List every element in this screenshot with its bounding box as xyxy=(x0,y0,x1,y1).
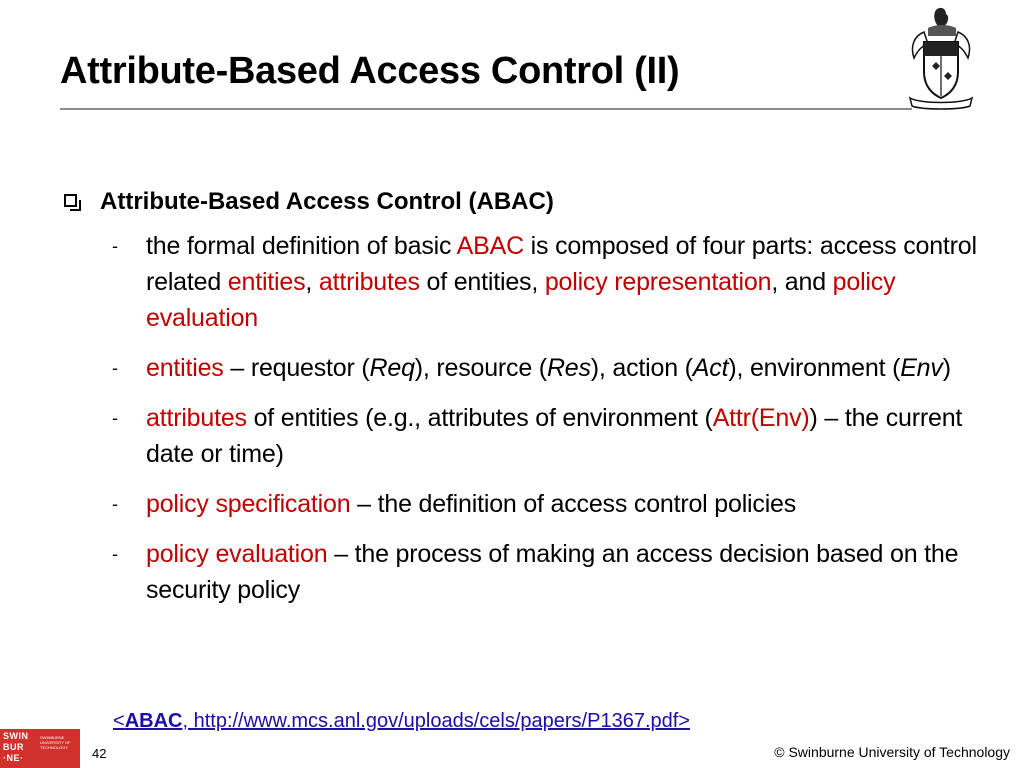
university-crest-icon xyxy=(906,6,976,112)
dash-bullet-icon: - xyxy=(112,358,118,378)
reference-link[interactable]: <ABAC, http://www.mcs.anl.gov/uploads/cels/papers/P1367.pdf> xyxy=(113,710,690,732)
list-item: - attributes of entities (e.g., attributes of environment (Attr(Env)) – the current date or time) xyxy=(62,400,1012,472)
checkbox-bullet-icon xyxy=(64,194,77,207)
list-item: - policy specification – the definition of access control policies xyxy=(62,486,1012,522)
dash-bullet-icon: - xyxy=(112,408,118,428)
dash-bullet-icon: - xyxy=(112,494,118,514)
list-item: - entities – requestor (Req), resource (Res), action (Act), environment (Env) xyxy=(62,350,1012,386)
sub-bullet-list xyxy=(62,228,1012,608)
slide-body xyxy=(62,186,1012,622)
swinburne-logo xyxy=(0,729,80,768)
page-number: 42 xyxy=(92,746,107,761)
list-item: - policy evaluation – the process of making an access decision based on the security policy xyxy=(62,536,1012,608)
dash-bullet-icon: - xyxy=(112,236,118,256)
logo-subtext: SWINBURNE UNIVERSITY OF TECHNOLOGY xyxy=(40,735,71,750)
slide-title: Attribute-Based Access Control (II) xyxy=(60,50,680,92)
main-bullet-text: Attribute-Based Access Control (ABAC) xyxy=(100,188,554,215)
main-bullet xyxy=(62,186,1012,218)
title-divider xyxy=(60,108,912,110)
list-item: - the formal definition of basic ABAC is composed of four parts: access control related entities, attributes of entities, policy representation, and policy evaluation xyxy=(62,228,1012,336)
logo-mark: SWIN BUR ·NE· xyxy=(0,729,36,768)
copyright-notice: © Swinburne University of Technology xyxy=(774,744,1010,760)
dash-bullet-icon: - xyxy=(112,544,118,564)
